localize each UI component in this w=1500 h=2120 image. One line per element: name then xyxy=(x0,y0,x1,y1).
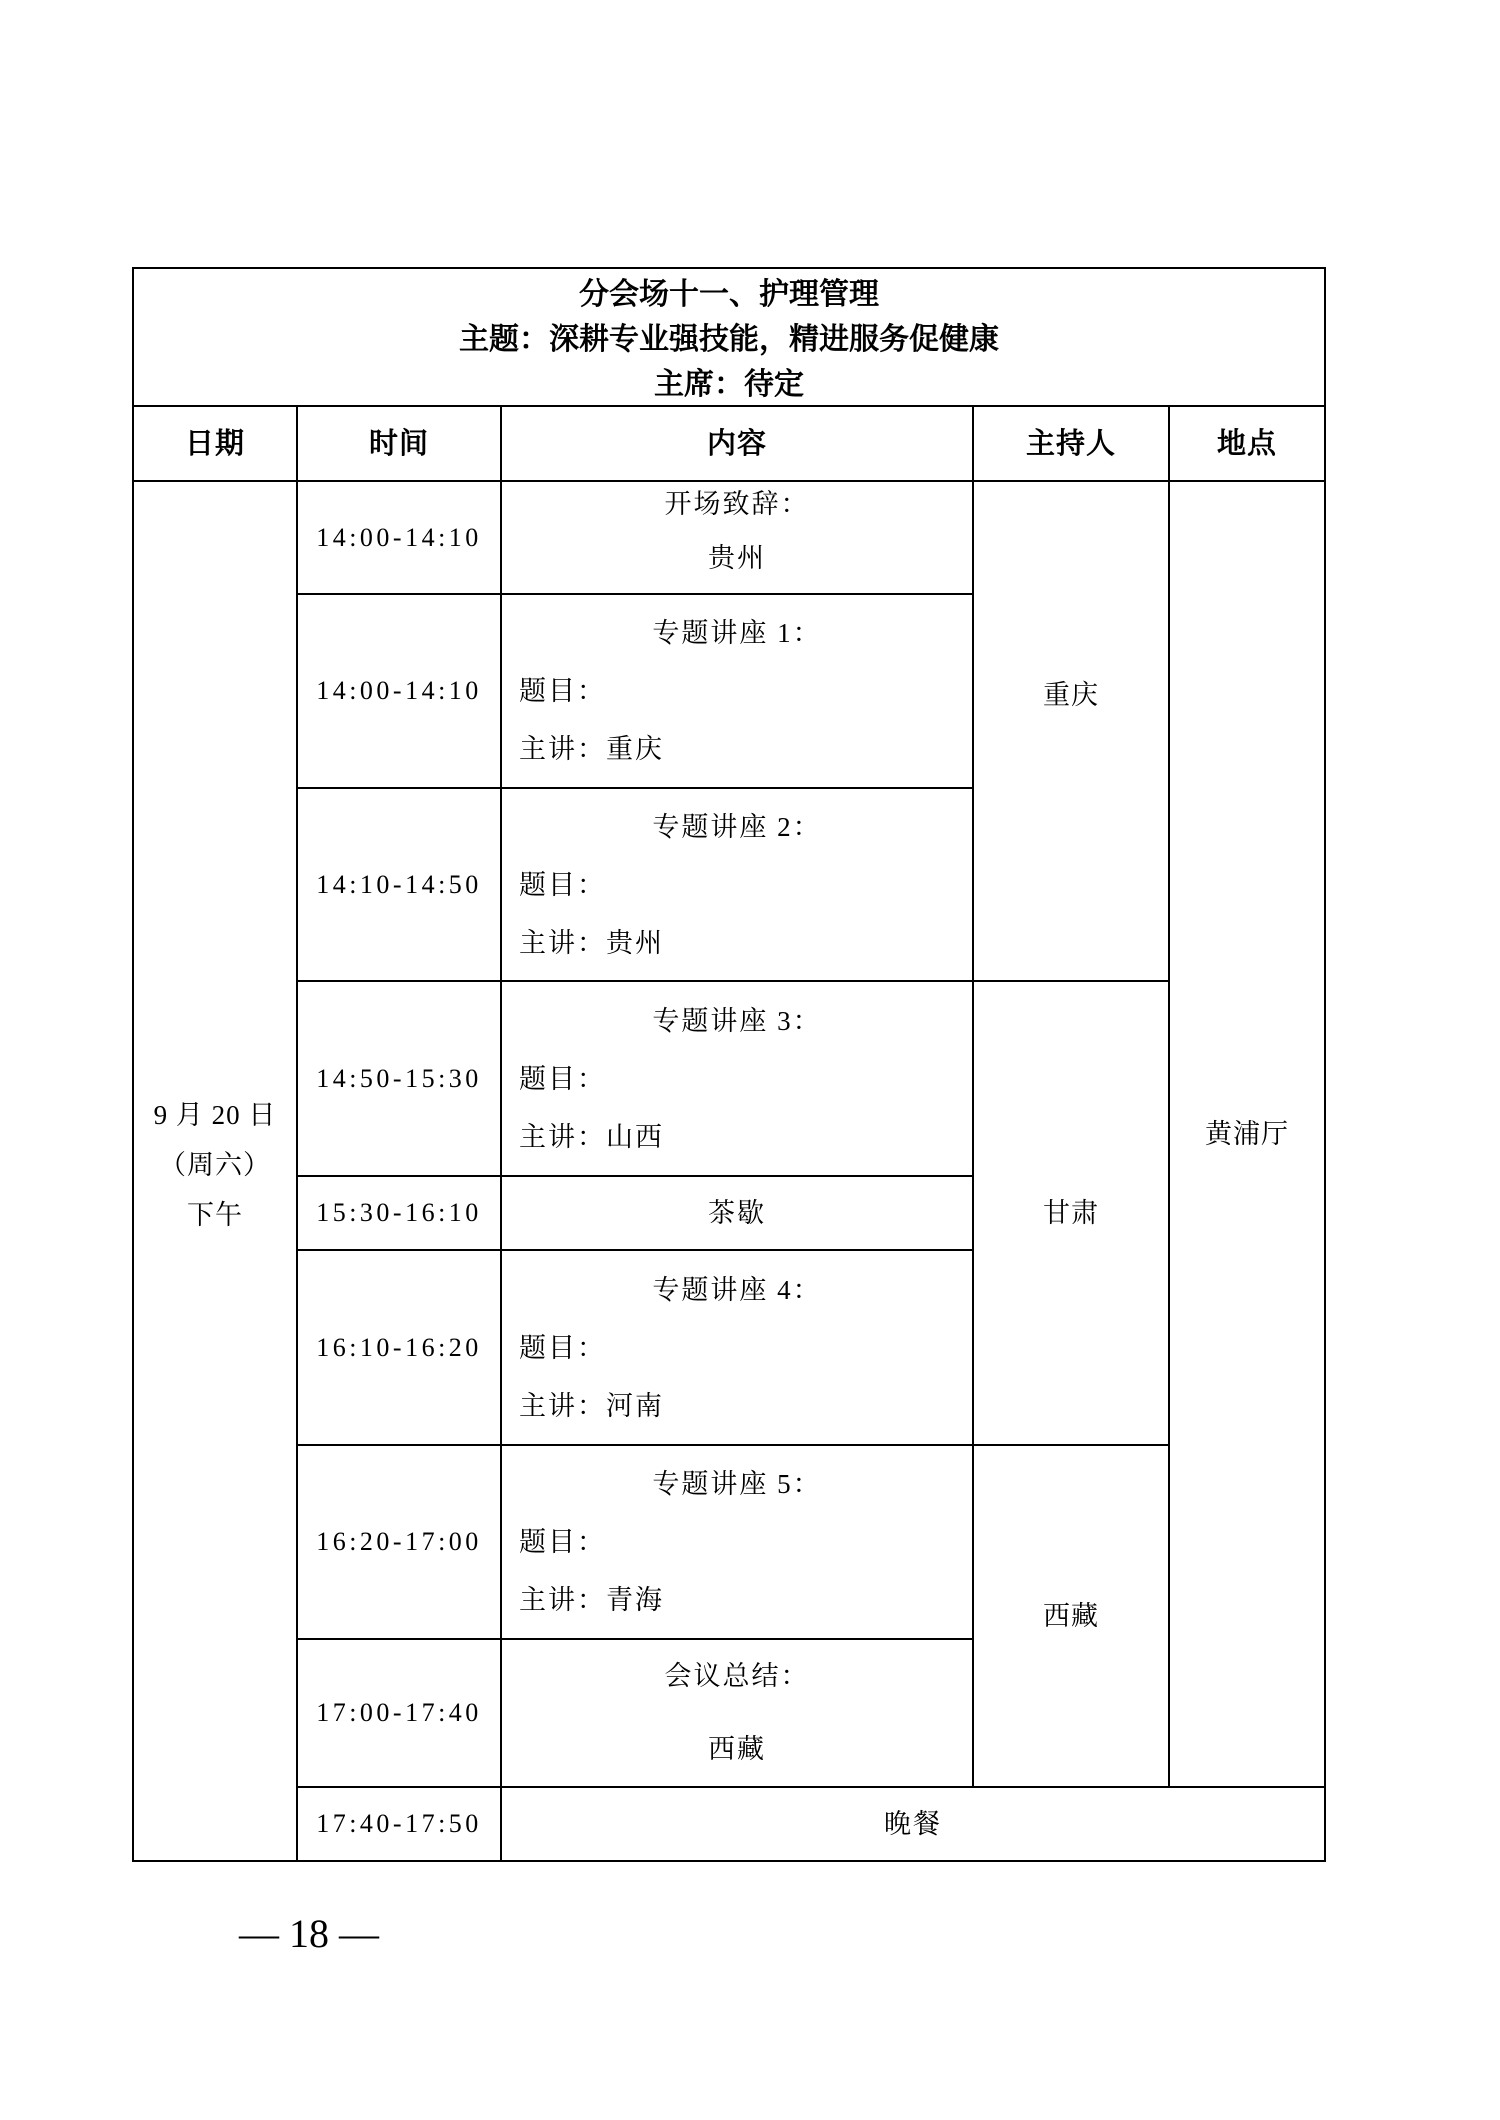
header-content: 内容 xyxy=(501,406,973,481)
content-speaker: 主讲：贵州 xyxy=(519,927,664,958)
date-weekday: （周六） xyxy=(159,1150,271,1180)
content-speaker: 主讲：山西 xyxy=(519,1121,664,1152)
time-cell: 16:10-16:20 xyxy=(297,1250,501,1445)
date-period: 下午 xyxy=(187,1200,243,1230)
content-cell xyxy=(501,1250,973,1445)
content-cell xyxy=(501,1639,973,1787)
content-heading: 专题讲座 1： xyxy=(652,618,822,648)
content-cell xyxy=(501,981,973,1176)
agenda-table xyxy=(132,267,1326,1862)
content-cell xyxy=(501,788,973,981)
content-speaker: 主讲：重庆 xyxy=(519,734,664,764)
time-cell: 14:10-14:50 xyxy=(297,788,501,981)
content-cell: 茶歇 xyxy=(501,1176,973,1250)
session-chair: 主席：待定 xyxy=(654,367,805,401)
time-cell: 14:00-14:10 xyxy=(297,594,501,788)
table-row xyxy=(133,981,1325,1176)
host-cell: 重庆 xyxy=(973,481,1169,981)
content-speaker: 主讲：青海 xyxy=(519,1585,664,1615)
table-row xyxy=(133,1445,1325,1639)
time-cell: 16:20-17:00 xyxy=(297,1445,501,1639)
content-heading: 专题讲座 3： xyxy=(652,1005,822,1036)
date-day: 9 月 20 日 xyxy=(153,1100,277,1130)
content-heading: 专题讲座 4： xyxy=(652,1274,822,1305)
time-cell: 17:40-17:50 xyxy=(297,1787,501,1861)
venue-cell: 黄浦厅 xyxy=(1169,481,1325,1787)
dinner-cell: 晚餐 xyxy=(501,1787,1325,1861)
content-speaker: 西藏 xyxy=(708,1734,766,1764)
header-host: 主持人 xyxy=(973,406,1169,481)
session-header xyxy=(133,268,1325,406)
session-theme: 主题：深耕专业强技能，精进服务促健康 xyxy=(459,322,1000,356)
host-cell: 西藏 xyxy=(973,1445,1169,1787)
header-venue: 地点 xyxy=(1169,406,1325,481)
header-date: 日期 xyxy=(133,406,297,481)
host-cell: 甘肃 xyxy=(973,981,1169,1445)
time-cell: 17:00-17:40 xyxy=(297,1639,501,1787)
content-heading: 会议总结： xyxy=(664,1661,810,1691)
time-cell: 14:50-15:30 xyxy=(297,981,501,1176)
content-heading: 专题讲座 5： xyxy=(652,1469,822,1499)
content-topic: 题目： xyxy=(519,869,606,900)
content-heading: 专题讲座 2： xyxy=(652,811,822,842)
content-cell xyxy=(501,481,973,594)
table-row xyxy=(133,1787,1325,1861)
content-cell xyxy=(501,594,973,788)
content-topic: 题目： xyxy=(519,676,606,706)
content-speaker: 贵州 xyxy=(708,542,766,573)
table-row xyxy=(133,481,1325,594)
time-cell: 14:00-14:10 xyxy=(297,481,501,594)
date-cell xyxy=(133,481,297,1861)
time-cell: 15:30-16:10 xyxy=(297,1176,501,1250)
session-title: 分会场十一、护理管理 xyxy=(579,277,880,311)
content-topic: 题目： xyxy=(519,1332,606,1363)
content-topic: 题目： xyxy=(519,1527,606,1557)
content-speaker: 主讲：河南 xyxy=(519,1390,664,1421)
content-topic: 题目： xyxy=(519,1063,606,1094)
content-heading: 开场致辞： xyxy=(664,488,810,519)
page-number: — 18 — xyxy=(239,1911,379,1956)
content-cell xyxy=(501,1445,973,1639)
header-time: 时间 xyxy=(297,406,501,481)
